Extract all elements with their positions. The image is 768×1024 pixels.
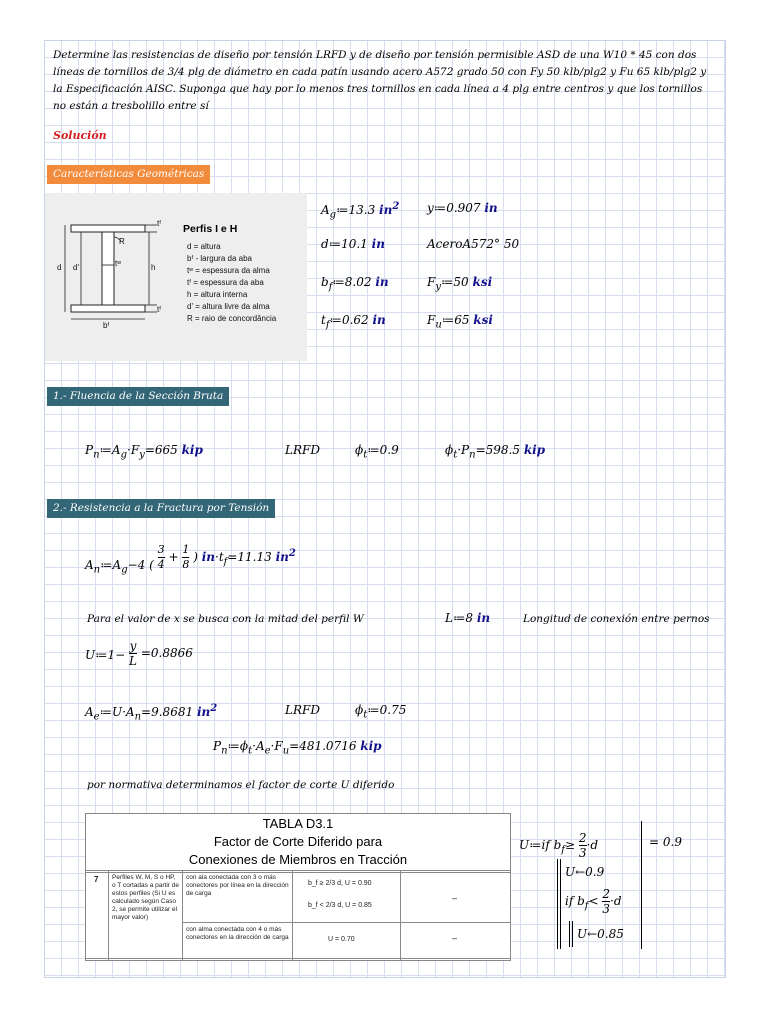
legend-line: d' = altura livre da alma: [187, 302, 270, 311]
eq-u: U≔1− $\frac{y}{L}$ =0.8866: [85, 639, 193, 668]
cond-web: U = 0.70: [328, 936, 355, 943]
eq-pn-yield: $P_n≔A_g\cdot F_y=665$ kip: [85, 443, 203, 461]
table-d31: [85, 813, 511, 961]
eq-ae: $A_e≔U\cdot A_n=9.8681$ $in^2$: [85, 703, 218, 723]
note-u: por normativa determinamos el factor de corte U diferido: [87, 779, 395, 791]
legend-line: R = raio de concordância: [187, 314, 277, 323]
def-fu: $F_u≔65$ ksi: [427, 313, 493, 331]
worksheet: [44, 40, 726, 978]
dash-2: –: [452, 933, 458, 943]
legend-line: h = altura interna: [187, 290, 248, 299]
legend-line: tʷ = espessura da alma: [187, 266, 270, 275]
label-d: d: [57, 263, 62, 272]
legend-line: d = altura: [187, 242, 221, 251]
eq-phipn-1: $\phi_t\cdot P_n=598.5$ kip: [445, 443, 546, 461]
u-branch-1: U←0.9: [565, 865, 605, 879]
eq-phi-2: $\phi_t≔0.75$: [355, 703, 407, 721]
def-bf: $b_f≔8.02$ in: [321, 275, 389, 293]
eq-pn-fracture: $P_n≔\phi_t\cdot A_e\cdot F_u=481.0716$ kip: [213, 739, 382, 757]
u-program-if: U≔if $b_f\ge$ $\frac{2}{3}$ ·d: [519, 831, 599, 860]
def-y: y≔0.907 in: [427, 201, 498, 215]
method-lrfd-1: LRFD: [285, 443, 320, 457]
flange-condition: con ala conectada con 3 o más conectores por línea en la dirección de carga: [186, 874, 289, 897]
row-number: 7: [94, 875, 99, 884]
problem-statement: Determine las resistencias de diseño por tensión LRFD y de diseño por tensión permisible ASD de una W10 * 45 con dos líneas de tornillos de 3/4 plg de diámetro en cada patín usando acero A572 grado 50 con Fy 50 klb/plg2 y Fu 65 klb/plg2 y la Especificación AISC. Suponga que hay por lo menos tres tornillos en cada línea a 4 plg entre centros y que los tornillos no están a tresbolillo entre sí: [53, 49, 707, 112]
legend-line: bᶠ - largura da aba: [187, 254, 252, 263]
note-l: Longitud de conexión entre pernos: [523, 613, 710, 625]
table-subtitle: Factor de Corte Diferido para: [213, 834, 383, 849]
label-r: R: [119, 237, 125, 246]
label-tw: tʷ: [115, 259, 122, 268]
solution-label: Solución: [53, 129, 107, 142]
def-tf: $t_f≔0.62$ in: [321, 313, 386, 331]
figure-title: Perfis I e H: [183, 223, 238, 235]
u-program-elseif: if $b_f<$ $\frac{2}{3}$ ·d: [565, 887, 622, 916]
label-tf-bottom: tᶠ: [157, 305, 162, 314]
def-d: d≔10.1 in: [321, 237, 385, 251]
method-lrfd-2: LRFD: [285, 703, 320, 717]
eq-phi-1: $\phi_t≔0.9$: [355, 443, 399, 461]
eq-an: $A_n≔A_g-4$ ( $\frac{3}{4}$ + $\frac{1}{8}$ ) $in\cdot t_f=11.13$ $in^2$: [85, 543, 296, 576]
table-title: TABLA D3.1: [262, 816, 334, 831]
steel-grade: AceroA572° 50: [427, 237, 520, 251]
figure-legend: [187, 241, 276, 325]
web-condition: con alma conectada con 4 o más conectores en la dirección de carga: [186, 926, 289, 941]
section-header-fracture: 2.- Resistencia a la Fractura por Tensión: [47, 499, 275, 518]
table-subtitle-2: Conexiones de Miembros en Tracción: [188, 852, 408, 867]
cond-bf-ge: b_f ≥ 2/3 d, U = 0.90: [308, 880, 372, 887]
cond-bf-lt: b_f < 2/3 d, U = 0.85: [308, 902, 372, 909]
label-dp: d': [73, 263, 79, 272]
note-x: Para el valor de x se busca con la mitad del perfil W: [87, 613, 364, 625]
legend-line: tᶠ = espessura da aba: [187, 278, 264, 287]
u-branch-2: U←0.85: [577, 927, 624, 941]
def-fy: $F_y≔50$ ksi: [427, 275, 493, 293]
label-tf-top: tᶠ: [157, 219, 162, 228]
ibeam-figure: [45, 193, 307, 361]
label-bf: bᶠ: [103, 321, 110, 330]
u-program-result: = 0.9: [649, 835, 682, 849]
section-header-gross-yield: 1.- Fluencia de la Sección Bruta: [47, 387, 229, 406]
label-h: h: [151, 263, 156, 272]
def-l: L≔8 in: [445, 611, 491, 625]
section-header-geometry: Características Geométricas: [47, 165, 210, 184]
def-ag: $A_g≔13.3$ $in^2$: [321, 201, 400, 221]
dash-1: –: [452, 893, 458, 903]
row-description: Perfiles W, M, S o HP, o T cortadas a partir de estos perfiles (Si U es calculado según Caso 2, se permite utilizar el mayor valor): [112, 874, 179, 921]
